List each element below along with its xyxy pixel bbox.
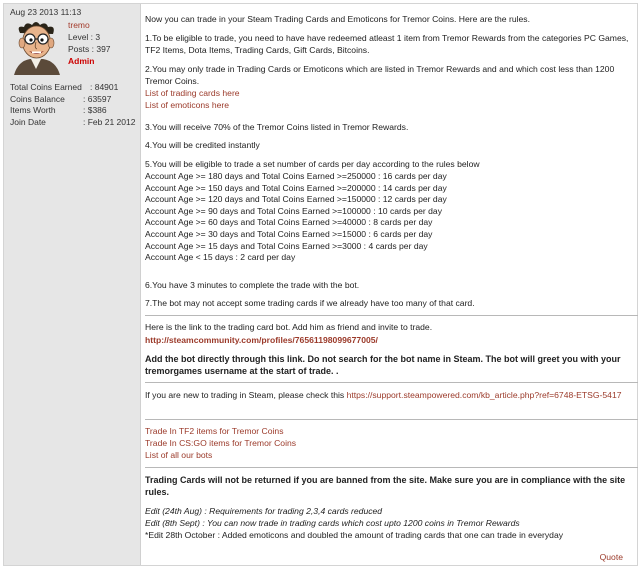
- trading-cards-link[interactable]: List of trading cards here: [145, 88, 240, 98]
- new-trading-text: If you are new to trading in Steam, please check this: [145, 390, 347, 400]
- account-age-rules: [145, 171, 635, 264]
- stat-value: : 84901: [90, 82, 119, 92]
- csgo-trade-link[interactable]: Trade In CS:GO items for Tremor Coins: [145, 438, 297, 448]
- tf2-trade-link[interactable]: Trade In TF2 items for Tremor Coins: [145, 426, 284, 436]
- post-intro: Now you can trade in your Steam Trading Cards and Emoticons for Tremor Coins. Here are the rules.: [145, 14, 530, 24]
- rule-3: 3.You will receive 70% of the Tremor Coins listed in Tremor Rewards.: [145, 122, 409, 132]
- edit-note-3: *Edit 28th October : Added emoticons and doubled the amount of trading cards that one can trade in everyday: [145, 530, 564, 540]
- stat-label: Coins Balance: [10, 93, 65, 104]
- stat-label: Items Worth: [10, 105, 56, 115]
- age-rule: Account Age >= 90 days and Total Coins Earned >=100000 : 10 cards per day: [145, 205, 443, 216]
- forum-post: [3, 3, 638, 566]
- divider: [145, 315, 638, 316]
- author-name[interactable]: tremo: [68, 20, 90, 30]
- stat-label: Join Date: [10, 116, 46, 127]
- age-rule: Account Age >= 150 days and Total Coins Earned >=200000 : 14 cards per day: [145, 182, 447, 193]
- divider: [145, 467, 638, 468]
- stat-value: : 63597: [83, 93, 112, 104]
- post-body: [145, 4, 637, 565]
- rule-2: 2.You may only trade in Trading Cards or Emoticons which are listed in Tremor Rewards and and which cost less than 1200 Tremor Coins.: [145, 64, 615, 86]
- stat-row: [10, 105, 138, 117]
- new-trading-note: [145, 390, 635, 402]
- age-rule: Account Age >= 180 days and Total Coins Earned >=250000 : 16 cards per day: [145, 171, 447, 181]
- stat-row: [10, 82, 138, 94]
- stat-row: [10, 94, 138, 106]
- rule-4: 4.You will be credited instantly: [145, 140, 260, 150]
- age-rule: Account Age >= 30 days and Total Coins Earned >=15000 : 6 cards per day: [145, 228, 433, 239]
- cartoon-face-icon: [10, 19, 63, 75]
- rule-1: 1.To be eligible to trade, you need to have have redeemed atleast 1 item from Tremor Rewards from the categories PC Games, TF2 Items, Dota Items, Trading Cards, Gift Cards, Bitcoins.: [145, 33, 629, 55]
- rule-7: 7.The bot may not accept some trading cards if we already have too many of that card.: [145, 298, 475, 308]
- all-bots-link[interactable]: List of all our bots: [145, 450, 213, 460]
- bot-profile-link[interactable]: http://steamcommunity.com/profiles/76561198099677005/: [145, 335, 378, 345]
- bot-note: Add the bot directly through this link. Do not search for the bot name in Steam. The bot will greet you with your tremorgames username at the start of trade. .: [145, 354, 621, 376]
- divider: [145, 419, 638, 420]
- bot-intro: Here is the link to the trading card bot. Add him as friend and invite to trade.: [145, 322, 433, 332]
- author-stats: [10, 82, 138, 128]
- author-level: Level : 3: [68, 32, 101, 42]
- rule-5: 5.You will be eligible to trade a set number of cards per day according to the rules below: [145, 159, 480, 169]
- divider: [145, 382, 638, 383]
- stat-label: Total Coins Earned: [10, 82, 82, 92]
- steam-support-link[interactable]: https://support.steampowered.com/kb_article.php?ref=6748-ETSG-5417: [346, 390, 622, 400]
- ban-warning: Trading Cards will not be returned if you are banned from the site. Make sure you are in compliance with the site rules.: [145, 475, 626, 497]
- stat-row: [10, 117, 138, 129]
- quote-button[interactable]: Quote: [599, 552, 623, 562]
- post-date: Aug 23 2013 11:13: [10, 7, 82, 17]
- edit-note-1: Edit (24th Aug) : Requirements for trading 2,3,4 cards reduced: [145, 506, 383, 516]
- author-role-badge: Admin: [68, 56, 95, 66]
- avatar[interactable]: [10, 19, 63, 75]
- stat-value: : $386: [83, 105, 107, 115]
- rule-6: 6.You have 3 minutes to complete the trade with the bot.: [145, 280, 360, 290]
- age-rule: Account Age >= 60 days and Total Coins Earned >=40000 : 8 cards per day: [145, 217, 433, 228]
- age-rule: Account Age < 15 days : 2 card per day: [145, 252, 296, 263]
- author-panel: [4, 4, 141, 565]
- age-rule: Account Age >= 15 days and Total Coins Earned >=3000 : 4 cards per day: [145, 240, 428, 251]
- emoticons-link[interactable]: List of emoticons here: [145, 100, 230, 110]
- edit-note-2: Edit (8th Sept) : You can now trade in trading cards which cost upto 1200 coins in Tremor Rewards: [145, 518, 520, 528]
- author-posts: Posts : 397: [68, 44, 111, 54]
- stat-value: : Feb 21 2012: [83, 116, 136, 127]
- age-rule: Account Age >= 120 days and Total Coins Earned >=150000 : 12 cards per day: [145, 194, 447, 205]
